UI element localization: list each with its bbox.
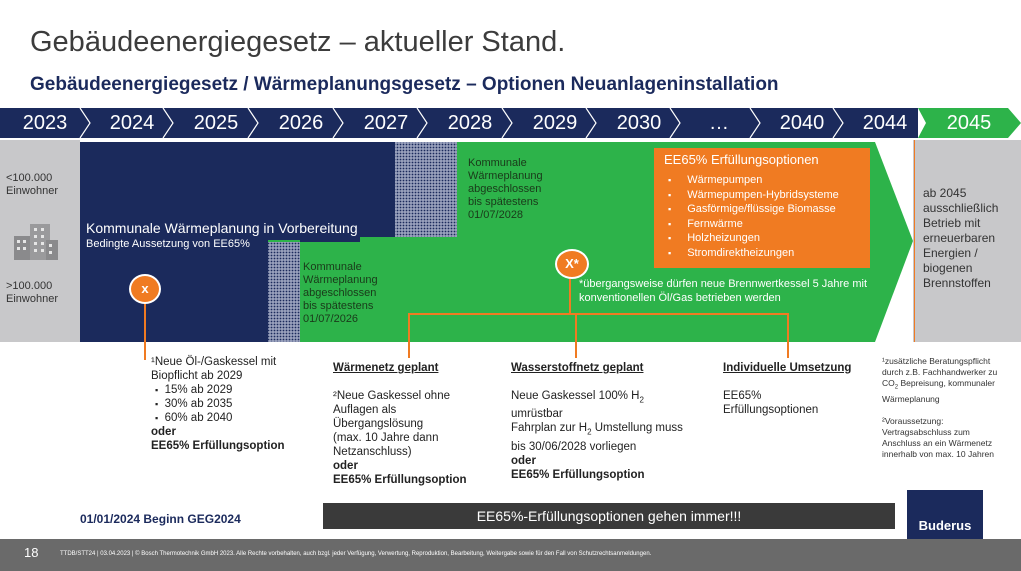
year-label: 2040: [779, 112, 825, 134]
connector-line: [408, 313, 410, 358]
transition-note: *übergangsweise dürfen neue Brennwertkessel 5 Jahre mit konventionellen Öl/Gas betrieben werden: [579, 278, 867, 304]
col-hydrogen-network: [511, 361, 711, 482]
col2-text: ²Neue Gaskessel ohne Auflagen als Übergangslösung (max. 10 Jahre dann Netzanschluss): [333, 390, 450, 458]
slide-subtitle: Gebäudeenergiegesetz / Wärmeplanungsgesetz – Optionen Neuanlageninstallation: [30, 74, 779, 95]
list-item: ▪ 15% ab 2029: [155, 384, 233, 396]
year-2045-divider: [914, 140, 915, 342]
ee65-options-list: [654, 173, 870, 260]
footnote-1: ¹zusätzliche Beratungspflicht durch z.B. Fachhandwerker zu $CO_2$ Bepreisung, kommunaler Wärmeplanung: [882, 356, 998, 404]
year-label: 2025: [193, 112, 239, 134]
col3-line: Neue Gaskessel 100% $H_2$: [511, 390, 644, 405]
oder-text: oder: [511, 454, 536, 467]
year-label: …: [709, 112, 729, 134]
year-2045-text: ab 2045 ausschließlich Betrieb mit erneuerbaren Energien / biogenen Brennstoffen: [923, 186, 999, 290]
year-label: 2044: [862, 112, 908, 134]
x-marker: x: [129, 274, 161, 304]
col3-heading: Wasserstoffnetz geplant: [511, 362, 644, 374]
year-label: 2030: [616, 112, 662, 134]
list-item: ▪ Holzheizungen: [668, 231, 870, 246]
population-small-label: <100.000 Einwohner: [6, 172, 58, 197]
connector-line: [144, 296, 146, 360]
list-item: ▪ Fernwärme: [668, 217, 870, 232]
ee65-option-text: EE65% Erfüllungsoption: [333, 474, 467, 486]
planning-2028-text: Kommunale Wärmeplanung abgeschlossen bis spätestens 01/07/2028: [468, 157, 543, 221]
connector-line: [787, 313, 789, 358]
year-label: 2029: [532, 112, 578, 134]
ee65-option-text: EE65% Erfüllungsoption: [511, 468, 645, 481]
col4-text: EE65% Erfüllungsoptionen: [723, 390, 819, 416]
list-item: ▪ Wärmepumpen-Hybridsysteme: [668, 188, 870, 203]
list-item: ▪ Stromdirektheizungen: [668, 246, 870, 261]
year-label: 2024: [109, 112, 155, 134]
population-large-label: >100.000 Einwohner: [6, 280, 58, 305]
col-heat-network: [333, 361, 493, 487]
connector-line: [408, 313, 789, 315]
col3-line: Fahrplan zur $H_2$ Umstellung muss: [511, 422, 683, 437]
col-individual: [723, 361, 873, 417]
col4-heading: Individuelle Umsetzung: [723, 362, 852, 374]
footer-legal-text: TTDB/STT24 | 03.04.2023 | © Bosch Thermotechnik GmbH 2023. Alle Rechte vorbehalten, auch bzgl. jeder Verfügung, Verwertung, Reproduktion, Bearbeitung, Weitergabe sowie für den Fall von Schutzrechtsanmeldungen.: [60, 551, 652, 557]
year-label: 2026: [278, 112, 324, 134]
col2-heading: Wärmenetz geplant: [333, 362, 439, 374]
list-item: ▪ Gasförmige/flüssige Biomasse: [668, 202, 870, 217]
list-item: ▪ Wärmepumpen: [668, 173, 870, 188]
year-label: 2045: [946, 112, 992, 134]
ee65-option-text: EE65% Erfüllungsoption: [151, 440, 285, 452]
planning-2026-text: Kommunale Wärmeplanung abgeschlossen bis spätestens 01/07/2026: [303, 261, 378, 325]
ee65-always-banner: EE65%-Erfüllungsoptionen gehen immer!!!: [323, 503, 895, 529]
col3-line: bis 30/06/2028 vorliegen: [511, 440, 637, 453]
col-oil-gas-boilers: [151, 355, 311, 453]
oder-text: oder: [151, 426, 176, 438]
oder-text: oder: [333, 460, 358, 472]
page-number: 18: [24, 545, 39, 560]
col1-lead: ¹Neue Öl-/Gaskessel mit Biopflicht ab 2029: [151, 356, 277, 382]
year-label: 2027: [363, 112, 409, 134]
ee65-options-box: [654, 148, 870, 268]
footnote-2: ²Voraussetzung: Vertragsabschluss zum Anschluss an ein Wärmenetz innerhalb von max. 10 Jahren: [882, 416, 994, 459]
list-item: ▪ 30% ab 2035: [155, 398, 233, 410]
slide-title: Gebäudeenergiegesetz – aktueller Stand.: [30, 26, 566, 58]
planning-in-progress-title: Kommunale Wärmeplanung in Vorbereitung: [86, 220, 358, 236]
buderus-logo: Buderus: [907, 490, 983, 539]
year-label: 2028: [447, 112, 493, 134]
col3-line: umrüstbar: [511, 408, 563, 421]
geg-start-label: 01/01/2024 Beginn GEG2024: [80, 512, 241, 526]
buildings-icon: [14, 224, 58, 260]
planning-in-progress-sub: Bedingte Aussetzung von EE65%: [86, 238, 250, 250]
ee65-options-title: EE65% Erfüllungsoptionen: [664, 152, 819, 167]
x-star-marker: X*: [555, 249, 589, 279]
connector-line: [575, 313, 577, 358]
list-item: ▪ 60% ab 2040: [155, 412, 233, 424]
year-label: 2023: [22, 112, 68, 134]
